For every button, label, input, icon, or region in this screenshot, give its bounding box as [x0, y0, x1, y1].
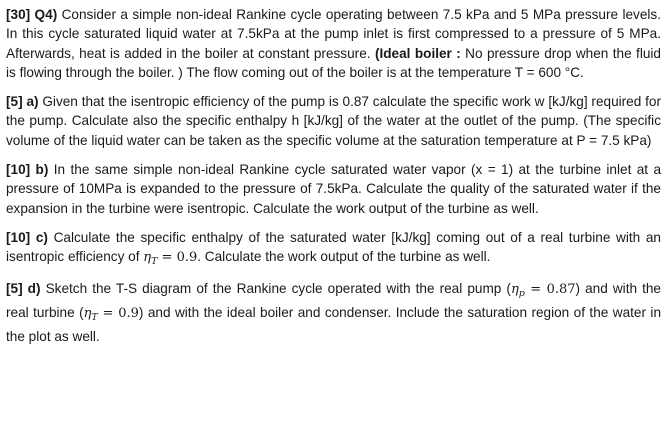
- part-d-text-c: ) and with the ideal boiler and condenser. Include the saturation region of the water in the plot as well.: [6, 304, 661, 345]
- part-a-text: Given that the isentropic efficiency of the pump is 0.87 calculate the specific work w [kJ/kg] required for the pump. Calculate also the specific enthalpy h [kJ/kg] of the water at the outlet of the pump. (The specific volume of the liquid water can be taken as the specific volume at the saturation temperature at P = 7.5 kPa): [6, 94, 661, 148]
- part-d: [6, 279, 661, 347]
- ideal-boiler-note: (Ideal boiler :: [374, 45, 461, 61]
- part-b-points: [10] b): [6, 162, 49, 178]
- part-d-points: [5] d): [6, 280, 41, 296]
- part-c: [6, 228, 661, 272]
- part-b-text: In the same simple non-ideal Rankine cycle saturated water vapor (x = 1) at the turbine inlet at a pressure of 10MPa is expanded to the pressure of 7.5kPa. Calculate the quality of the saturated water if the expansion in the turbine were isentropic. Calculate the work output of the turbine as well.: [6, 162, 662, 216]
- part-c-text-b: . Calculate the work output of the turbine as well.: [197, 249, 491, 265]
- question-4-points: [30] Q4): [6, 7, 58, 22]
- part-d-text-b: ) and with the real turbine (: [6, 280, 661, 320]
- question-4-text-a: Consider a simple non-ideal Rankine cycle operating between 7.5 kPa and 5 MPa pressure levels. In this cycle saturated liquid water at 7.5kPa at the pump inlet is first compressed to a pressure of 5 MPa. Afterwards, heat is added in the boiler at constant pressure.: [6, 7, 661, 61]
- question-4-text-b: No pressure drop when the fluid is flowing through the boiler. ) The flow coming out of the boiler is at the temperature T = 600 °C.: [6, 45, 661, 80]
- question-4-intro: [6, 5, 661, 82]
- part-a-points: [5] a): [6, 94, 39, 110]
- part-b: [6, 160, 661, 218]
- pump-efficiency-formula: $\eta_p = 0.87$: [510, 281, 576, 299]
- part-c-points: [10] c): [6, 229, 48, 245]
- turbine-efficiency-formula: $\eta_T = 0.9$: [143, 250, 198, 268]
- part-c-text-a: Calculate the specific enthalpy of the saturated water [kJ/kg] coming out of a real turbine with an isentropic efficiency of: [6, 229, 661, 265]
- part-a: [6, 92, 661, 150]
- part-d-text-a: Sketch the T-S diagram of the Rankine cycle operated with the real pump (: [40, 280, 511, 296]
- turbine-efficiency-formula-d: $\eta_T = 0.9$: [83, 305, 139, 323]
